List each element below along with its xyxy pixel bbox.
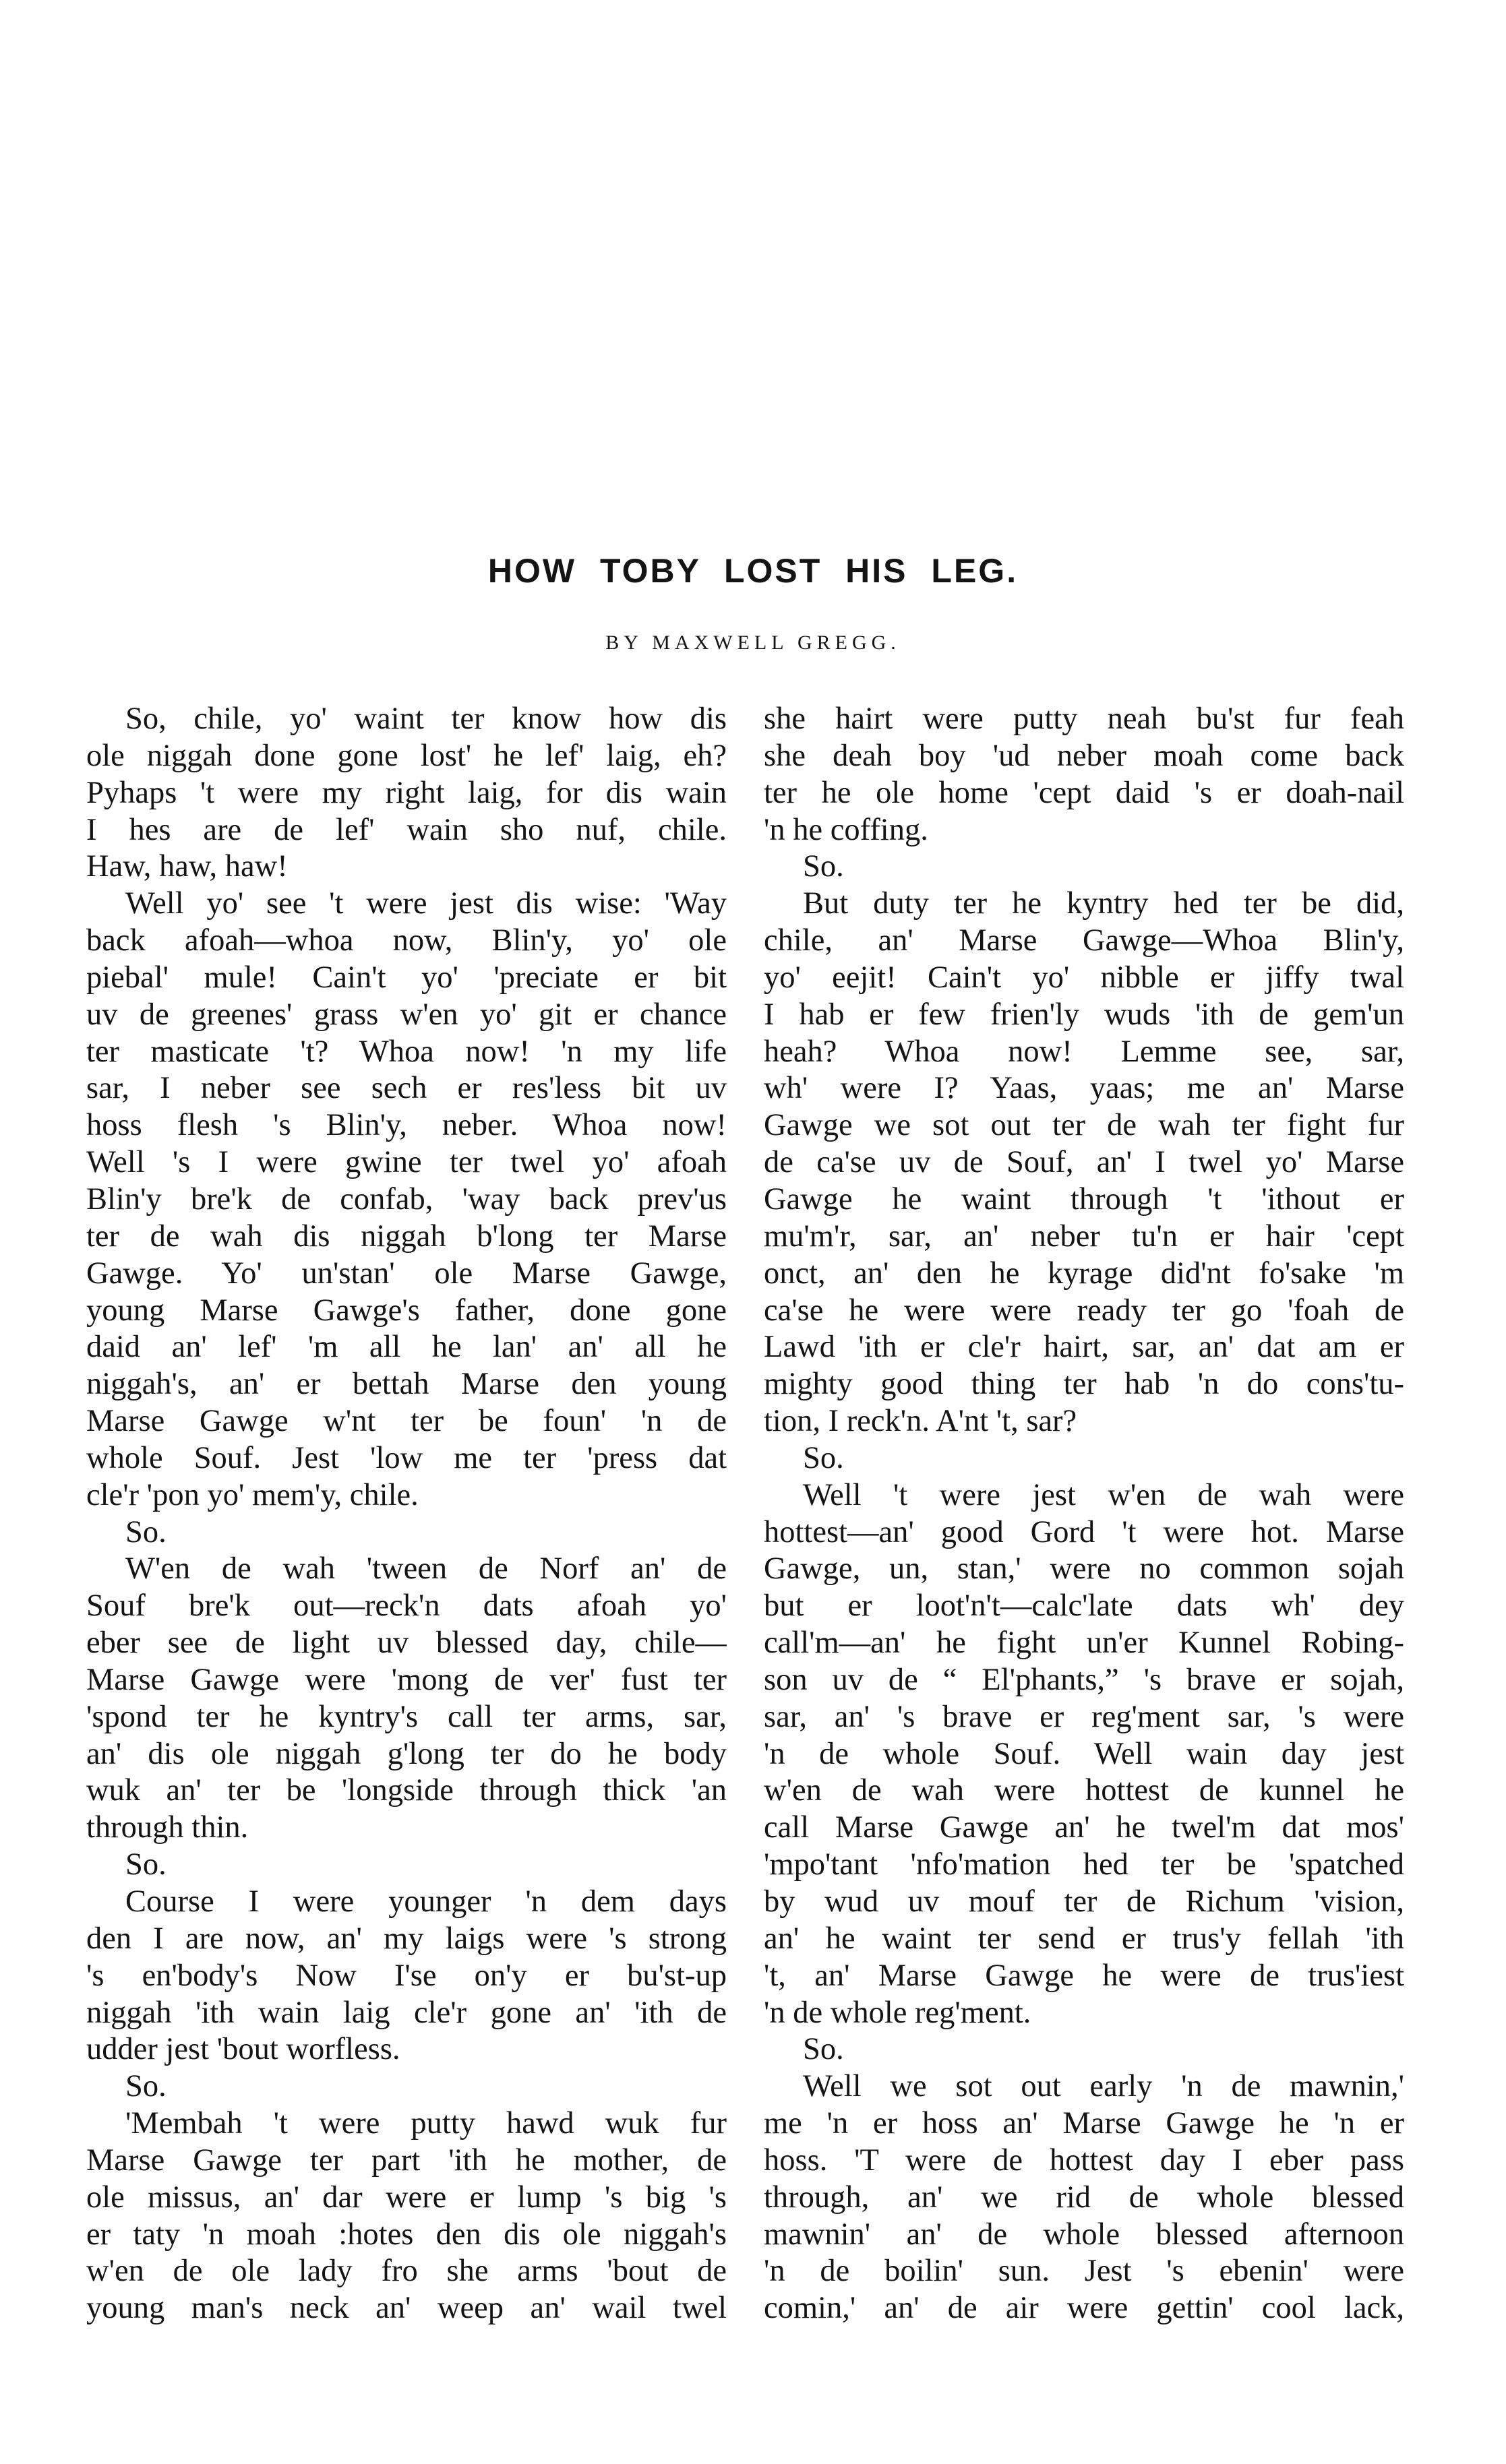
text-line: ter masticate 't? Whoa now! 'n my life xyxy=(86,1034,727,1069)
text-line: Blin'y bre'k de confab, 'way back prev'us xyxy=(86,1181,727,1216)
text-column-right xyxy=(764,701,1404,2327)
text-line: whole Souf. Jest 'low me ter 'press dat xyxy=(86,1440,727,1475)
text-line: So. xyxy=(803,2032,844,2067)
text-line: wuk an' ter be 'longside through thick 'an xyxy=(86,1773,727,1808)
text-line: back afoah—whoa now, Blin'y, yo' ole xyxy=(86,923,727,958)
text-line: she deah boy 'ud neber moah come back xyxy=(764,738,1404,773)
text-line: 'Membah 't were putty hawd wuk fur xyxy=(125,2106,727,2141)
text-line: So. xyxy=(125,2069,167,2104)
text-line: Well 's I were gwine ter twel yo' afoah xyxy=(86,1145,727,1180)
text-line: So. xyxy=(803,849,844,884)
text-line: ca'se he were were ready ter go 'foah de xyxy=(764,1293,1404,1328)
text-line: Souf bre'k out—reck'n dats afoah yo' xyxy=(86,1589,727,1624)
text-column-left xyxy=(86,701,727,2327)
text-line: Gawge we sot out ter de wah ter fight fur xyxy=(764,1108,1404,1143)
text-line: So. xyxy=(803,1440,844,1475)
text-line: onct, an' den he kyrage did'nt fo'sake 'm xyxy=(764,1256,1404,1291)
article-byline: BY MAXWELL GREGG. xyxy=(605,632,901,654)
text-line: 't, an' Marse Gawge he were de trus'iest xyxy=(764,1958,1404,1993)
text-line: by wud uv mouf ter de Richum 'vision, xyxy=(764,1884,1404,1919)
text-line: through, an' we rid de whole blessed xyxy=(764,2180,1404,2215)
text-line: piebal' mule! Cain't yo' 'preciate er bit xyxy=(86,960,727,995)
text-line: through thin. xyxy=(86,1810,249,1845)
text-line: 's en'body's Now I'se on'y er bu'st-up xyxy=(86,1958,727,1993)
text-line: eber see de light uv blessed day, chile— xyxy=(86,1626,727,1661)
text-line: den I are now, an' my laigs were 's strong xyxy=(86,1921,727,1956)
text-line: ole missus, an' dar were er lump 's big 's xyxy=(86,2180,727,2215)
text-line: tion, I reck'n. A'nt 't, sar? xyxy=(764,1404,1077,1439)
text-line: call Marse Gawge an' he twel'm dat mos' xyxy=(764,1810,1404,1845)
text-line: wh' were I? Yaas, yaas; me an' Marse xyxy=(764,1071,1404,1106)
text-line: So, chile, yo' waint ter know how dis xyxy=(125,702,727,736)
text-line: Well 't were jest w'en de wah were xyxy=(803,1477,1404,1512)
text-line: uv de greenes' grass w'en yo' git er chance xyxy=(86,997,727,1032)
text-line: she hairt were putty neah bu'st fur feah xyxy=(764,702,1404,736)
text-line: niggah's, an' er bettah Marse den young xyxy=(86,1367,727,1402)
text-line: Well yo' see 't were jest dis wise: 'Way xyxy=(125,886,727,921)
article-title: HOW TOBY LOST HIS LEG. xyxy=(487,552,1019,590)
text-line: Haw, haw, haw! xyxy=(86,849,288,884)
text-line: Marse Gawge ter part 'ith he mother, de xyxy=(86,2143,727,2178)
text-line: mighty good thing ter hab 'n do cons'tu- xyxy=(764,1367,1404,1402)
text-line: son uv de “ El'phants,” 's brave er sojah, xyxy=(764,1662,1404,1697)
text-line: I hes are de lef' wain sho nuf, chile. xyxy=(86,812,727,847)
text-line: hoss. 'T were de hottest day I eber pass xyxy=(764,2143,1404,2178)
text-line: yo' eejit! Cain't yo' nibble er jiffy twal xyxy=(764,960,1404,995)
text-line: comin,' an' de air were gettin' cool lack, xyxy=(764,2291,1404,2326)
text-line: w'en de ole lady fro she arms 'bout de xyxy=(86,2254,727,2289)
text-line: de ca'se uv de Souf, an' I twel yo' Marse xyxy=(764,1145,1404,1180)
text-line: 'n de whole Souf. Well wain day jest xyxy=(764,1736,1404,1771)
text-line: udder jest 'bout worfless. xyxy=(86,2032,400,2067)
text-line: ter de wah dis niggah b'long ter Marse xyxy=(86,1219,727,1254)
text-line: heah? Whoa now! Lemme see, sar, xyxy=(764,1034,1404,1069)
text-line: Lawd 'ith er cle'r hairt, sar, an' dat am er xyxy=(764,1330,1404,1365)
text-line: I hab er few frien'ly wuds 'ith de gem'un xyxy=(764,997,1404,1032)
text-line: But duty ter he kyntry hed ter be did, xyxy=(803,886,1404,921)
text-line: chile, an' Marse Gawge—Whoa Blin'y, xyxy=(764,923,1404,958)
text-line: young man's neck an' weep an' wail twel xyxy=(86,2291,727,2326)
text-line: Gawge. Yo' un'stan' ole Marse Gawge, xyxy=(86,1256,727,1291)
text-line: mu'm'r, sar, an' neber tu'n er hair 'cept xyxy=(764,1219,1404,1254)
text-line: call'm—an' he fight un'er Kunnel Robing- xyxy=(764,1626,1404,1661)
text-line: 'spond ter he kyntry's call ter arms, sar, xyxy=(86,1699,727,1734)
text-line: Course I were younger 'n dem days xyxy=(125,1884,727,1919)
text-line: an' he waint ter send er trus'y fellah 'ith xyxy=(764,1921,1404,1956)
text-line: W'en de wah 'tween de Norf an' de xyxy=(125,1551,727,1587)
text-line: Marse Gawge were 'mong de ver' fust ter xyxy=(86,1662,727,1697)
text-line: w'en de wah were hottest de kunnel he xyxy=(764,1773,1404,1808)
text-line: ter he ole home 'cept daid 's er doah-nail xyxy=(764,775,1404,810)
text-line: Gawge he waint through 't 'ithout er xyxy=(764,1181,1404,1216)
text-line: hottest—an' good Gord 't were hot. Marse xyxy=(764,1514,1404,1549)
text-line: sar, an' 's brave er reg'ment sar, 's were xyxy=(764,1699,1404,1734)
text-line: daid an' lef' 'm all he lan' an' all he xyxy=(86,1330,727,1365)
text-line: 'n he coffing. xyxy=(764,812,928,847)
text-line: 'mpo'tant 'nfo'mation hed ter be 'spatched xyxy=(764,1847,1404,1882)
text-line: young Marse Gawge's father, done gone xyxy=(86,1293,727,1328)
text-line: 'n de whole reg'ment. xyxy=(764,1995,1031,2030)
text-line: ole niggah done gone lost' he lef' laig, eh? xyxy=(86,738,727,773)
text-line: Well we sot out early 'n de mawnin,' xyxy=(803,2069,1404,2104)
text-line: Pyhaps 't were my right laig, for dis wain xyxy=(86,775,727,810)
text-line: 'n de boilin' sun. Jest 's ebenin' were xyxy=(764,2254,1404,2289)
text-line: mawnin' an' de whole blessed afternoon xyxy=(764,2217,1404,2252)
text-line: Gawge, un, stan,' were no common sojah xyxy=(764,1551,1404,1587)
text-line: cle'r 'pon yo' mem'y, chile. xyxy=(86,1477,419,1512)
text-line: an' dis ole niggah g'long ter do he body xyxy=(86,1736,727,1771)
text-line: niggah 'ith wain laig cle'r gone an' 'ith de xyxy=(86,1995,727,2030)
text-line: So. xyxy=(125,1847,167,1882)
text-line: me 'n er hoss an' Marse Gawge he 'n er xyxy=(764,2106,1404,2141)
text-line: but er loot'n't—calc'late dats wh' dey xyxy=(764,1589,1404,1624)
text-line: So. xyxy=(125,1514,167,1549)
text-line: Marse Gawge w'nt ter be foun' 'n de xyxy=(86,1404,727,1439)
text-line: er taty 'n moah :hotes den dis ole niggah's xyxy=(86,2217,727,2252)
text-line: sar, I neber see sech er res'less bit uv xyxy=(86,1071,727,1106)
text-line: hoss flesh 's Blin'y, neber. Whoa now! xyxy=(86,1108,727,1143)
